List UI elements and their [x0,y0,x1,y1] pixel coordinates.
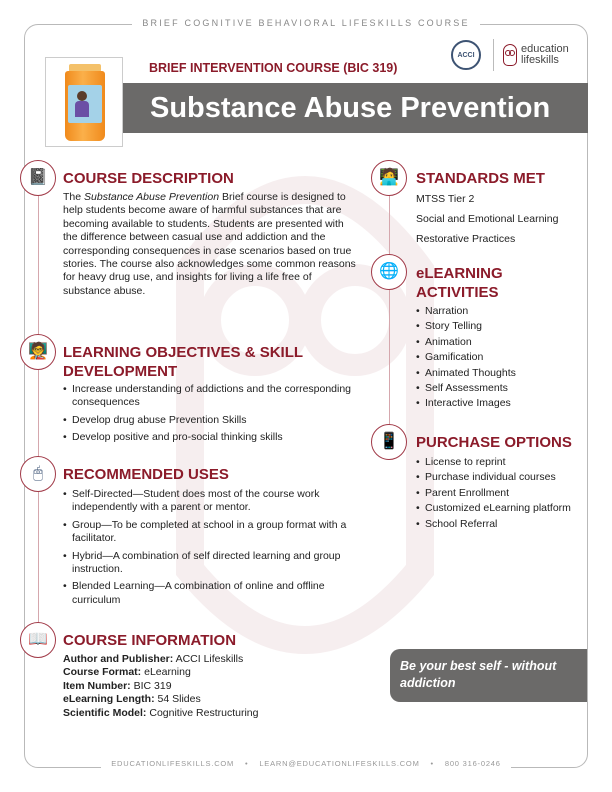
list-item: • Interactive Images [416,397,586,410]
tablet-purchase-icon: 📱 [371,424,407,460]
footer-email-link[interactable]: LEARN@EDUCATIONLIFESKILLS.COM [259,759,420,768]
course-description-body: The Substance Abuse Prevention Brief course is designed to help students become aware of harmful substances that are becoming available to students. Students are presented with the difference between casual use and addiction and the corresponding consequences in case scenarios based on true stories. The course also acknowledges some common reasons for heavy drug use, and insights for living a life free of substance abuse. [63,191,356,297]
student-board-icon: 🧑‍🏫 [20,334,56,370]
list-item: • License to reprint [416,456,576,469]
person-at-computer-icon: 🧑‍💻 [371,160,407,196]
info-row: Scientific Model: Cognitive Restructuring [63,706,259,719]
footer-website-link[interactable]: EDUCATIONLIFESKILLS.COM [111,759,235,768]
notebook-icon: 📓 [20,160,56,196]
recommended-uses-heading: RECOMMENDED USES [63,466,229,483]
elearning-activities-heading: eLEARNING ACTIVITIES [416,265,503,301]
list-item: • Develop drug abuse Prevention Skills [63,414,353,427]
list-item: • Group—To be completed at school in a group format with a facilitator. [63,519,353,546]
course-information-list [63,653,363,720]
standards-met-list [416,193,586,253]
list-item: • Blended Learning—A combination of online and offline curriculum [63,580,353,607]
footer: EDUCATIONLIFESKILLS.COM • LEARN@EDUCATIONLIFESKILLS.COM • 800 316-0246 [0,759,612,768]
list-item: • Gamification [416,351,586,364]
learning-objectives-list [63,383,353,449]
elearning-activities-list [416,305,586,413]
list-item: • Animation [416,336,586,349]
standards-met-heading: STANDARDS MET [416,170,545,187]
purchase-options-heading: PURCHASE OPTIONS [416,434,572,451]
purchase-options-list [416,456,576,533]
list-item: MTSS Tier 2 [416,193,475,205]
list-item: • Hybrid—A combination of self directed learning and group instruction. [63,550,353,577]
footer-phone: 800 316-0246 [444,759,501,768]
left-timeline [38,170,39,630]
info-row: eLearning Length: 54 Slides [63,693,201,706]
owl-logo-icon [503,44,517,66]
info-row: Course Format: eLearning [63,666,191,679]
list-item: • Parent Enrollment [416,487,576,500]
tagline: Be your best self - without addiction [400,659,557,690]
list-item: • Animated Thoughts [416,367,586,380]
list-item: • School Referral [416,518,576,531]
learning-objectives-heading: LEARNING OBJECTIVES & SKILL DEVELOPMENT [63,344,303,380]
list-item: • Self Assessments [416,382,586,395]
list-item: • Increase understanding of addictions and the corresponding consequences [63,383,353,410]
product-image [45,57,123,147]
info-row: Item Number: BIC 319 [63,679,172,692]
title-banner [123,83,588,133]
brand-logos [451,38,569,72]
acci-seal-icon: ACCI [451,40,481,70]
list-item: • Narration [416,305,586,318]
touch-screen-icon: 🖱 [20,456,56,492]
list-item: • Customized eLearning platform [416,502,576,515]
course-description-heading: COURSE DESCRIPTION [63,170,234,187]
education-lifeskills-logo: education lifeskills [521,43,569,66]
list-item: • Story Telling [416,320,586,333]
globe-icon: 🌐 [371,254,407,290]
list-item: • Purchase individual courses [416,471,576,484]
page-title: Substance Abuse Prevention [150,92,551,124]
list-item: • Develop positive and pro-social thinking skills [63,431,353,444]
info-row: Author and Publisher: ACCI Lifeskills [63,653,244,665]
open-book-icon: 📖 [20,622,56,658]
series-header: BRIEF COGNITIVE BEHAVIORAL LIFESKILLS COURSE [0,13,612,31]
list-item: • Self-Directed—Student does most of the course work independently with a parent or mentor. [63,488,353,515]
list-item: Social and Emotional Learning [416,213,559,225]
course-code: BRIEF INTERVENTION COURSE (BIC 319) [149,61,398,75]
tagline-box [390,649,587,702]
course-information-heading: COURSE INFORMATION [63,632,237,649]
right-timeline [389,170,390,450]
recommended-uses-list [63,488,353,611]
list-item: Restorative Practices [416,233,516,245]
